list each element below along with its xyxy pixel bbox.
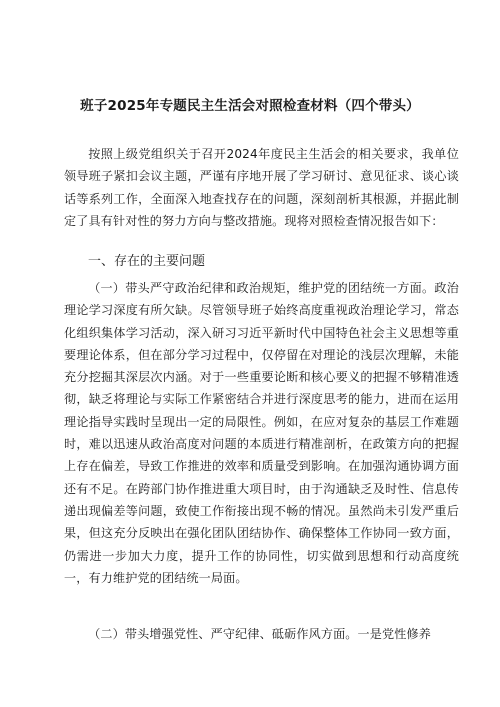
document-title: 班子2025年专题民主生活会对照检查材料（四个带头） <box>80 98 420 114</box>
intro-paragraph: 按照上级党组织关于召开2024年度民主生活会的相关要求，我单位领导班子紧扣会议主题，严谨有序地开展了学习研讨、意见征求、谈心谈话等系列工作，全面深入地查找存在的问题，深刻剖析其根源，并据此制定了具有针对性的努力方向与整改措施。现将对照检查情况报告如下： <box>64 147 459 228</box>
section-heading: 一、存在的主要问题 <box>88 254 206 269</box>
body-paragraph-two: （二）带头增强党性、严守纪律、砥砺作风方面。一是党性修养 <box>88 627 432 641</box>
body-paragraph-one: （一）带头严守政治纪律和政治规矩，维护党的团结统一方面。政治理论学习深度有所欠缺。尽管领导班子始终高度重视政治理论学习，常态化组织集体学习活动，深入研习习近平新时代中国特色社会主义思想等重要理论体系，但在部分学习过程中，仅停留在对理论的浅层次理解，未能充分挖掘其深层次内涵。对于一些重要论断和核心要义的把握不够精准透彻，缺乏将理论与实际工作紧密结合并进行深度思考的能力，进而在运用理论指导实践时呈现出一定的局限性。例如，在应对复杂的基层工作难题时，难以迅速从政治高度对问题的本质进行精准剖析，在政策方向的把握上存在偏差，导致工作推进的效率和质量受到影响。在加强沟通协调方面还有不足。在跨部门协作推进重大项目时，由于沟通缺乏及时性、信息传递出现偏差等问题，致使工作衔接出现不畅的情况。虽然尚未引发严重后果，但这充分反映出在强化团队团结协作、确保整体工作协同一致方面，仍需进一步加大力度，提升工作的协同性，切实做到思想和行动高度统一，有力维护党的团结统一局面。 <box>64 281 459 585</box>
